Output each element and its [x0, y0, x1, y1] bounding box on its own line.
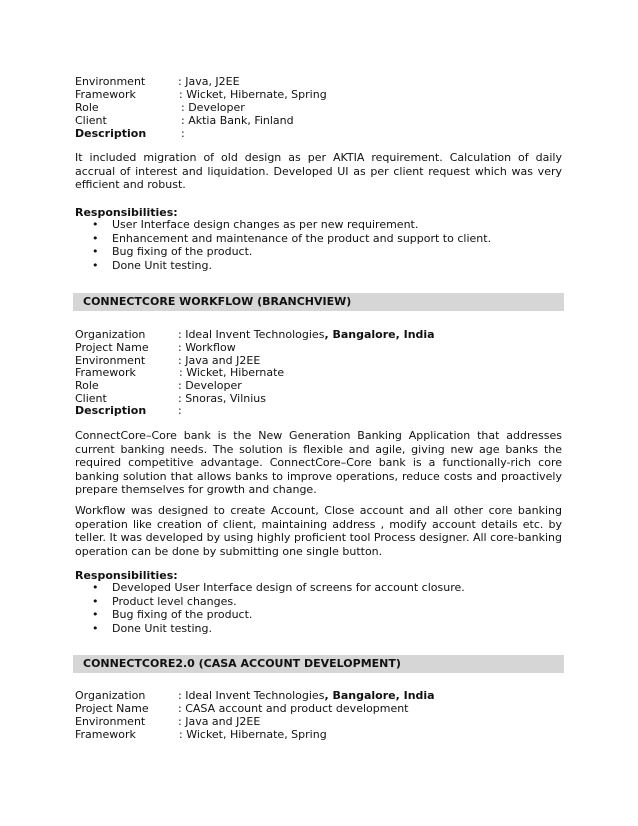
field-value	[178, 689, 435, 702]
field-value: : Wicket, Hibernate, Spring	[179, 88, 327, 101]
field-label: Environment	[75, 715, 146, 728]
field-environment	[75, 75, 575, 88]
list-item: • Bug fixing of the product.	[75, 245, 491, 259]
field-role	[75, 101, 575, 114]
field-label: Description	[75, 127, 147, 140]
field-value: : Workflow	[178, 341, 236, 354]
field-label: Role	[75, 379, 99, 392]
field-description	[75, 404, 575, 417]
field-value: :	[181, 127, 185, 140]
field-label: Client	[75, 114, 107, 127]
responsibilities-list	[75, 218, 491, 273]
field-label: Organization	[75, 328, 146, 341]
field-value: : Snoras, Vilnius	[178, 392, 266, 405]
field-organization	[75, 328, 575, 341]
field-value	[178, 328, 435, 341]
responsibilities-heading: Responsibilities:	[75, 206, 178, 219]
list-item: • Enhancement and maintenance of the product and support to client.	[75, 232, 491, 246]
field-environment	[75, 715, 575, 728]
list-item: • Developed User Interface design of screens for account closure.	[75, 581, 465, 595]
responsibilities-heading: Responsibilities:	[75, 569, 178, 582]
field-value: : Java, J2EE	[178, 75, 240, 88]
field-value: :	[178, 404, 182, 417]
project-description: It included migration of old design as per AKTIA requirement. Calculation of daily accrual of interest and liquidation. Developed UI as per client request which was very efficient and robust.	[75, 151, 562, 191]
field-project-name	[75, 702, 575, 715]
organization-location: , Bangalore, India	[324, 689, 435, 702]
field-value: : Developer	[181, 101, 245, 114]
list-item: • Bug fixing of the product.	[75, 608, 465, 622]
field-role	[75, 379, 575, 392]
field-label: Framework	[75, 88, 136, 101]
field-label: Environment	[75, 75, 146, 88]
field-value: : Aktia Bank, Finland	[181, 114, 294, 127]
field-value: : Wicket, Hibernate, Spring	[179, 728, 327, 741]
field-label: Description	[75, 404, 147, 417]
field-value: : Java and J2EE	[178, 354, 261, 367]
field-label: Organization	[75, 689, 146, 702]
list-item: • Done Unit testing.	[75, 622, 465, 636]
field-value: : Java and J2EE	[178, 715, 261, 728]
organization-name: : Ideal Invent Technologies	[178, 328, 325, 341]
field-value: : CASA account and product development	[178, 702, 409, 715]
field-label: Project Name	[75, 702, 149, 715]
field-project-name	[75, 341, 575, 354]
field-label: Client	[75, 392, 107, 405]
field-value: : Developer	[178, 379, 242, 392]
section-header: CONNECTCORE2.0 (CASA ACCOUNT DEVELOPMENT)	[73, 655, 564, 673]
field-label: Project Name	[75, 341, 149, 354]
organization-location: , Bangalore, India	[324, 328, 435, 341]
responsibilities-list	[75, 581, 465, 636]
field-framework	[75, 366, 575, 379]
field-label: Role	[75, 101, 99, 114]
field-label: Framework	[75, 366, 136, 379]
field-client	[75, 114, 575, 127]
field-organization	[75, 689, 575, 702]
project-description: ConnectCore–Core bank is the New Generation Banking Application that addresses current banking needs. The solution is flexible and agile, giving new age banks the required competitive advantage. ConnectCore–Core bank is a functionally-rich core banking solution that allows banks to improve operations, reduce costs and proactively prepare themselves for growth and change.	[75, 429, 562, 496]
field-value: : Wicket, Hibernate	[179, 366, 285, 379]
field-framework	[75, 88, 575, 101]
field-label: Environment	[75, 354, 146, 367]
list-item: • Done Unit testing.	[75, 259, 491, 273]
field-description	[75, 127, 575, 140]
field-framework	[75, 728, 575, 741]
section-header: CONNECTCORE WORKFLOW (BRANCHVIEW)	[73, 293, 564, 311]
list-item: • Product level changes.	[75, 595, 465, 609]
field-label: Framework	[75, 728, 136, 741]
project-description: Workflow was designed to create Account, Close account and all other core banking operation like creation of client, maintaining address , modify account details etc. by teller. It was developed by using highly proficient tool Process designer. All core-banking operation can be done by submitting one single button.	[75, 504, 562, 558]
organization-name: : Ideal Invent Technologies	[178, 689, 325, 702]
list-item: • User Interface design changes as per new requirement.	[75, 218, 491, 232]
